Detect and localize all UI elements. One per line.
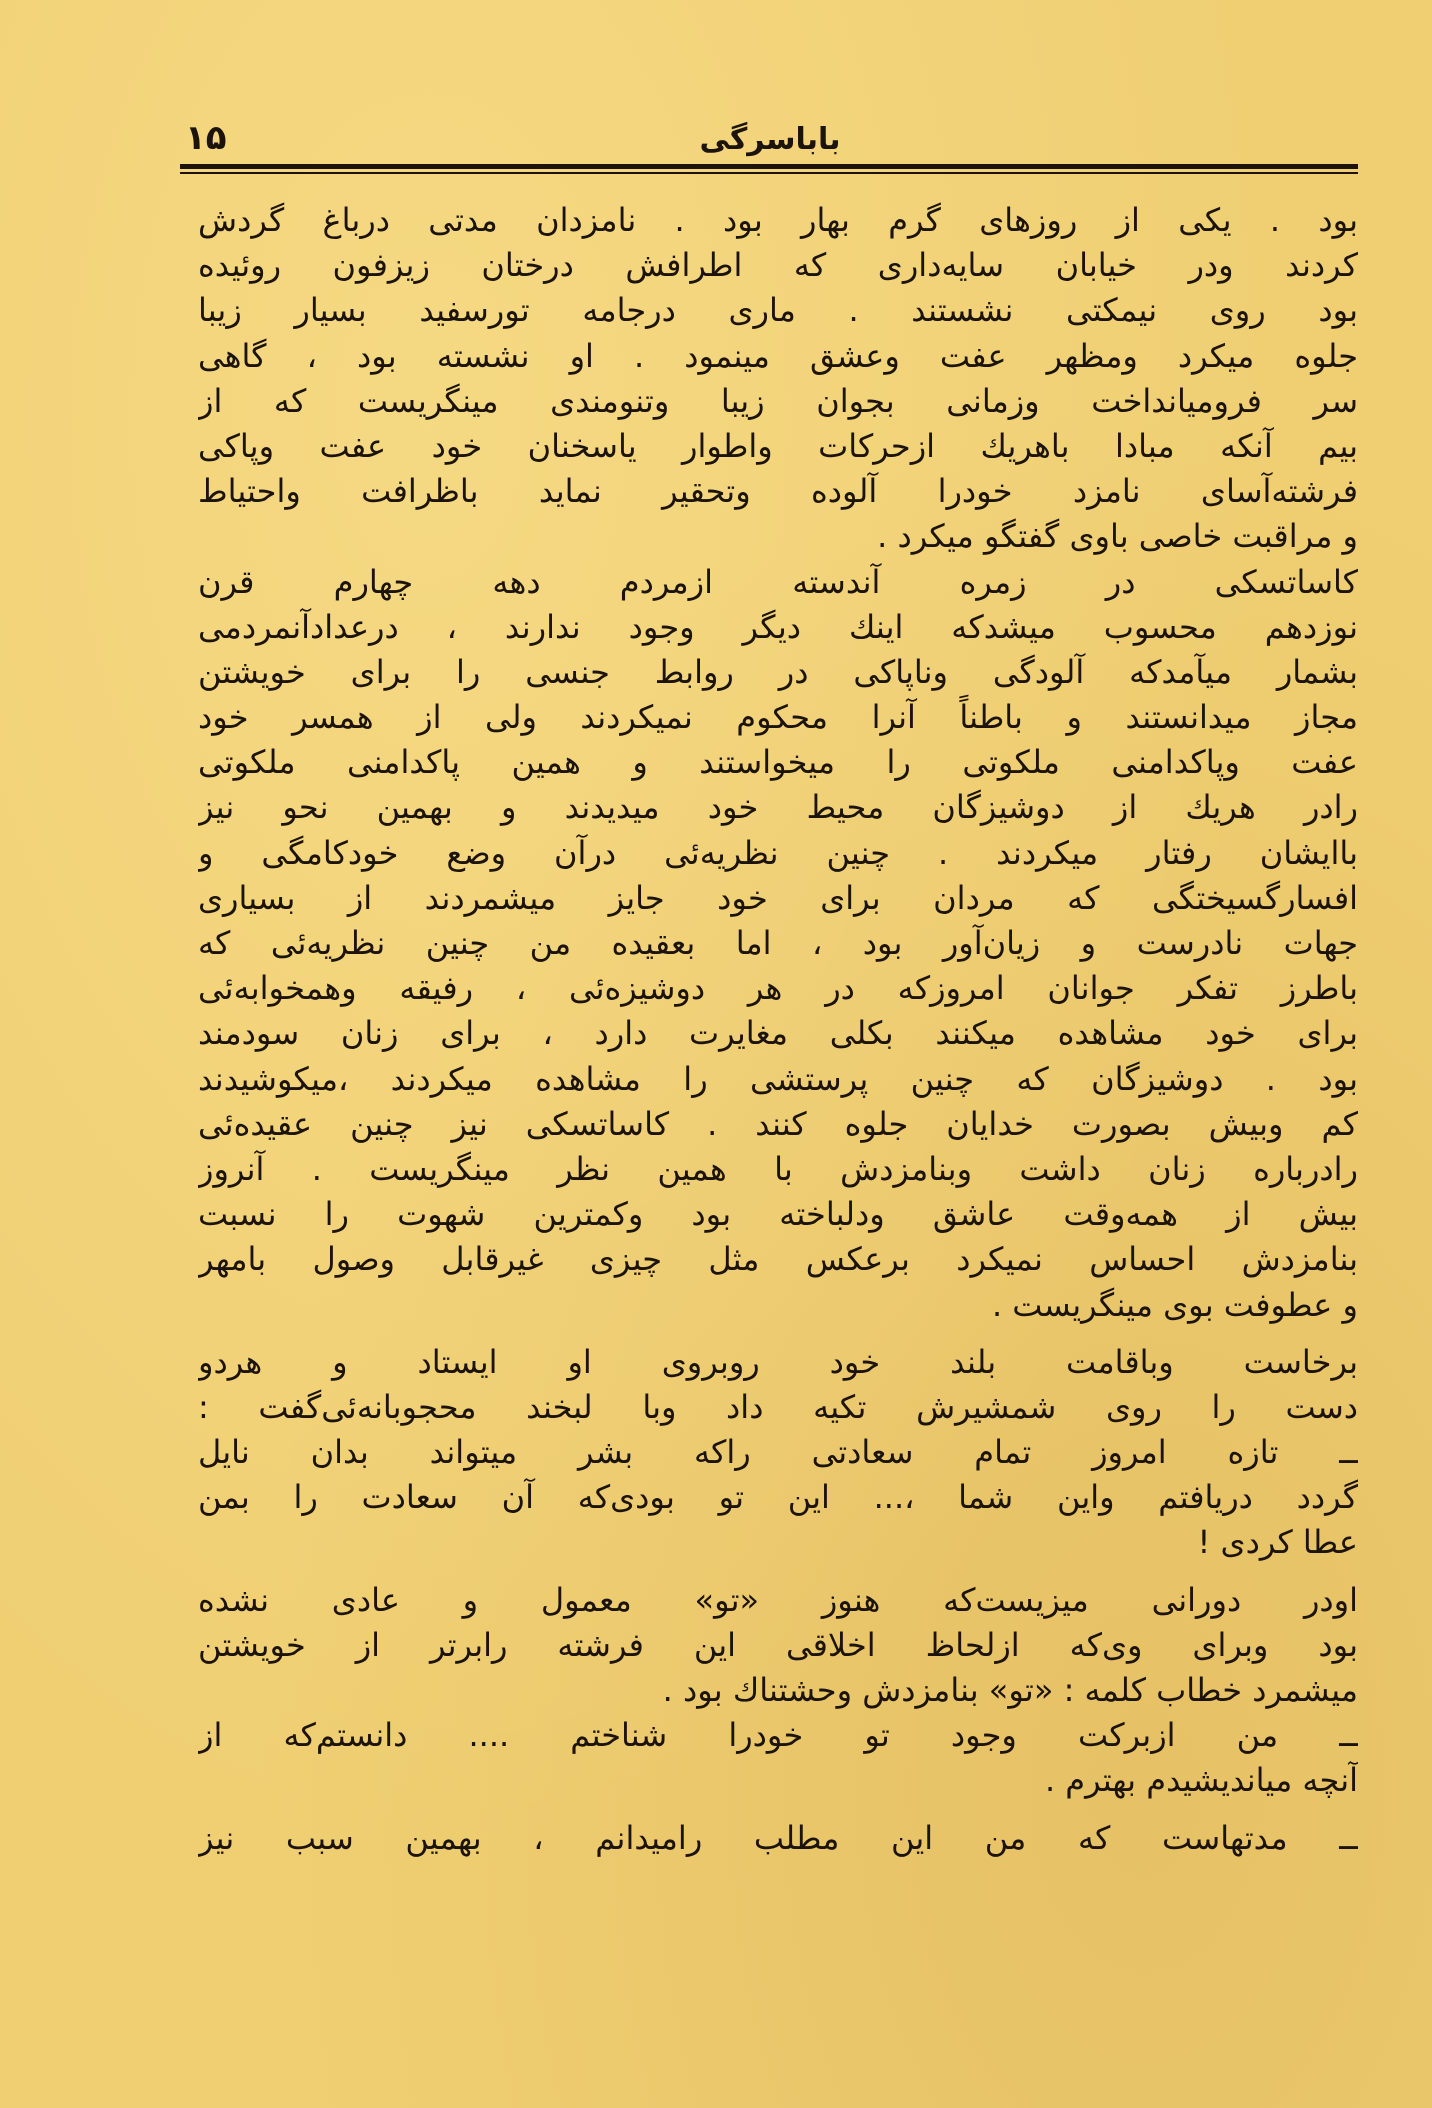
text-line: نوزدهم محسوب میشدکه اینك دیگر وجود ندارند ، درعدادآنمردمی — [198, 607, 1358, 646]
text-line: بود روی نیمکتی نشستند . ماری درجامه تورسفید بسیار زیبا — [198, 291, 1358, 330]
running-title: باباسرگی — [699, 122, 841, 157]
text-line: برخاست وباقامت بلند خود روبروی او ایستاد و هردو — [198, 1342, 1358, 1381]
text-line: عفت وپاکدامنی ملکوتی را میخواستند و همین پاکدامنی ملکوتی — [198, 743, 1358, 782]
text-line: جلوه میکرد ومظهر عفت وعشق مینمود . او نشسته بود ، گاهی — [198, 336, 1358, 375]
text-line: ــ مدتهاست که من این مطلب رامیدانم ، بهمین سبب نیز — [198, 1818, 1358, 1857]
body-text — [198, 198, 1358, 2108]
text-line: رادرباره زنان داشت وبنامزدش با همین نظر مینگریست . آنروز — [198, 1149, 1358, 1188]
text-line: بود . دوشیزگان که چنین پرستشی را مشاهده میکردند ،میکوشیدند — [198, 1059, 1358, 1098]
text-line: فرشته‌آسای نامزد خودرا آلوده وتحقیر نماید باظرافت واحتیاط — [198, 472, 1358, 511]
text-line: بیم آنکه مبادا باهریك ازحرکات واطوار یاسخنان خود عفت وپاکی — [198, 426, 1358, 465]
text-line: گردد دریافتم واین شما ،... این تو بودی‌که آن سعادت را بمن — [198, 1478, 1358, 1517]
text-line: میشمرد خطاب کلمه : «تو» بنامزدش وحشتناك بود . — [662, 1671, 1358, 1709]
text-line: دست را روی شمشیرش تکیه داد وبا لبخند محجوبانه‌ئی‌گفت : — [198, 1387, 1358, 1426]
text-line: عطا کردی ! — [1197, 1523, 1358, 1562]
text-line: کردند ودر خیابان سایه‌داری که اطرافش درختان زیزفون روئیده — [198, 246, 1358, 285]
text-line: و عطوفت بوی مینگریست . — [991, 1285, 1358, 1324]
page-number: ۱۵ — [185, 118, 227, 158]
text-line: ــ تازه امروز تمام سعادتی راکه بشر میتواند بدان نایل — [198, 1433, 1358, 1472]
header-rule-thick — [180, 164, 1358, 169]
text-line: آنچه میاندیشیدم بهترم . — [1044, 1761, 1358, 1800]
text-line: رادر هریك از دوشیزگان محیط خود میدیدند و بهمین نحو نیز — [198, 788, 1358, 827]
text-line: بنامزدش احساس نمیکرد برعکس مثل چیزی غیرقابل وصول بامهر — [198, 1240, 1358, 1279]
text-line: جهات نادرست و زیان‌آور بود ، اما بعقیده من چنین نظریه‌ئی که — [198, 924, 1358, 962]
text-line: بود . یکی از روزهای گرم بهار بود . نامزدان مدتی درباغ گردش — [198, 201, 1358, 239]
text-line: اودر دورانی میزیست‌که هنوز «تو» معمول و عادی نشده — [198, 1580, 1358, 1619]
paragraph-gap — [198, 1804, 1358, 1816]
text-line: بیش از همه‌وقت عاشق ودلباخته بود وکمترین شهوت را نسبت — [198, 1195, 1358, 1234]
paragraph-gap — [198, 1328, 1358, 1340]
text-line: ــ من ازبرکت وجود تو خودرا شناختم .... دانستم‌که از — [198, 1716, 1358, 1755]
text-line: مجاز میدانستند و باطناً آنرا محکوم نمیکردند ولی از همسر خود — [198, 698, 1358, 737]
text-line: باایشان رفتار میکردند . چنین نظریه‌ئی درآن وضع خودکامگی و — [198, 833, 1358, 872]
header-rule-thin — [180, 172, 1358, 174]
text-line: کاساتسکی در زمره آندسته ازمردم دهه چهارم قرن — [198, 562, 1358, 601]
page-header — [185, 116, 1355, 166]
text-line: بود وبرای وی‌که ازلحاظ اخلاقی این فرشته رابرتر از خویشتن — [198, 1625, 1358, 1664]
text-line: افسارگسیختگی که مردان برای خود جایز میشمردند از بسیاری — [198, 878, 1358, 917]
text-line: برای خود مشاهده میکنند بکلی مغایرت دارد ، برای زنان سودمند — [198, 1014, 1358, 1053]
text-line: بشمار میآمدکه آلودگی وناپاکی در روابط جنسی را برای خویشتن — [198, 652, 1358, 691]
text-line: و مراقبت خاصی باوی گفتگو میکرد . — [877, 517, 1358, 556]
paragraph-gap — [198, 1566, 1358, 1578]
text-line: باطرز تفکر جوانان امروزکه در هر دوشیزه‌ئی ، رفیقه وهمخوابه‌ئی — [198, 969, 1358, 1008]
text-line: کم وبیش بصورت خدایان جلوه کنند . کاساتسکی نیز چنین عقیده‌ئی — [198, 1104, 1358, 1143]
text-line: سر فرومیانداخت وزمانی بجوان زیبا وتنومندی مینگریست که از — [198, 381, 1358, 420]
